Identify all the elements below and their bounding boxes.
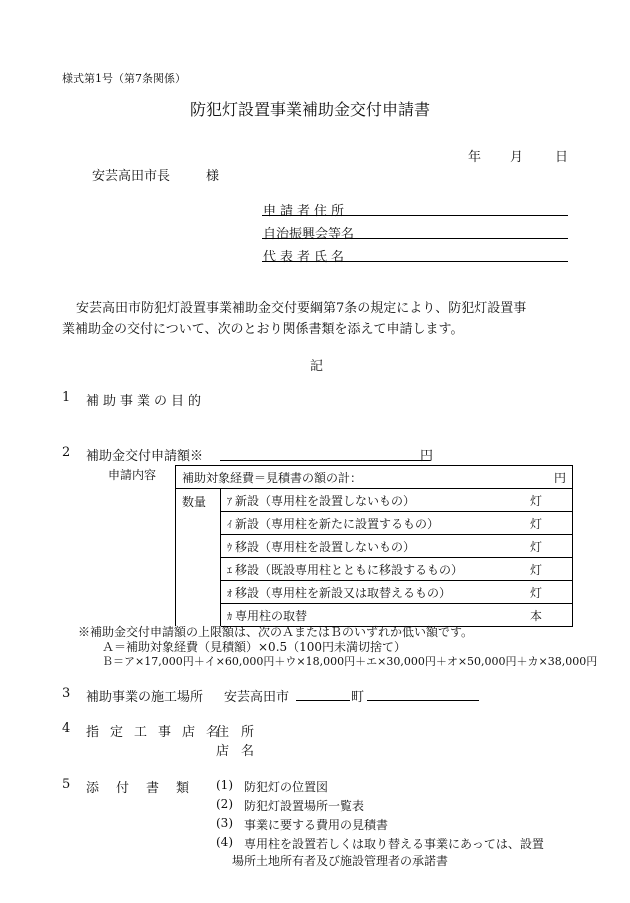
item-label: 移設（専用柱を設置しないもの） <box>235 539 416 554</box>
location-detail-field[interactable] <box>367 700 479 701</box>
cost-row <box>176 466 573 489</box>
item-unit: 灯 <box>529 585 542 600</box>
date-year: 年 <box>468 150 482 165</box>
attachment-text: 専用柱を設置若しくは取り替える事業にあっては、設置 <box>244 837 544 851</box>
item-kana: ｲ <box>227 519 232 531</box>
item-unit: 灯 <box>529 516 542 531</box>
item-label: 新設（専用柱を新たに設置するもの） <box>235 516 440 531</box>
attachment-text: 防犯灯設置場所一覧表 <box>244 799 365 813</box>
addressee-honorific: 様 <box>206 169 220 184</box>
section3-town: 町 <box>351 690 365 705</box>
item-label: 移設（既設専用柱とともに移設するもの） <box>235 562 464 577</box>
attachment-no: (3) <box>216 816 233 830</box>
attachment-no: (4) <box>216 835 233 849</box>
section5-number: 5 <box>62 777 71 792</box>
table-row[interactable] <box>176 558 573 581</box>
item-unit: 灯 <box>529 493 542 508</box>
item-kana: ｶ <box>227 611 232 623</box>
application-amount-field[interactable] <box>220 460 430 461</box>
section3-number: 3 <box>62 686 71 701</box>
item-unit: 灯 <box>529 539 542 554</box>
item-label: 専用柱の取替 <box>235 608 308 623</box>
item-kana: ｴ <box>227 565 232 577</box>
applicant-rep-label: 代表者氏名 <box>263 250 349 265</box>
table-row[interactable] <box>176 489 573 512</box>
item-kana: ｱ <box>227 496 232 508</box>
section2-label: 補助金交付申請額※ <box>86 449 204 464</box>
section4-shop-label: 店名 <box>216 744 267 759</box>
attachment-text-cont: 場所土地所有者及び施設管理者の承諾書 <box>232 854 449 868</box>
section4-label: 指定工事店名 <box>86 725 231 740</box>
table-row[interactable] <box>176 512 573 535</box>
cost-label: 補助対象経費＝見積書の額の計： <box>182 470 363 485</box>
section2-number: 2 <box>62 445 71 460</box>
addressee-name: 安芸高田市長 <box>92 169 171 184</box>
attachment-text: 事業に要する費用の見積書 <box>244 818 389 832</box>
applicant-rep-field[interactable] <box>262 261 568 262</box>
item-kana: ｵ <box>227 588 232 600</box>
location-district-field[interactable] <box>296 700 350 701</box>
cost-unit: 円 <box>553 470 566 485</box>
section4-address-label: 住所 <box>216 725 267 740</box>
qty-label: 数量 <box>182 495 207 509</box>
applicant-address-label: 申請者住所 <box>263 204 349 219</box>
applicant-org-label: 自治振興会等名 <box>263 227 355 242</box>
table-row[interactable] <box>176 581 573 604</box>
note-3: Ｂ＝ア×17,000円＋イ×60,000円＋ウ×18,000円＋エ×30,000円＋オ×50,000円＋カ×38,000円 <box>102 655 598 668</box>
form-number: 様式第1号（第7条関係） <box>62 72 186 85</box>
attachment-text: 防犯灯の位置図 <box>244 780 329 794</box>
applicant-address-field[interactable] <box>262 215 568 216</box>
section3-city: 安芸高田市 <box>224 690 290 705</box>
section5-label: 添付書類 <box>86 781 207 796</box>
section4-number: 4 <box>62 721 71 736</box>
section3-label: 補助事業の施工場所 <box>86 690 204 705</box>
item-unit: 本 <box>529 608 542 623</box>
content-table <box>175 465 573 627</box>
note-2: Ａ＝補助対象経費（見積額）×0.5（100円未満切捨て） <box>102 640 407 654</box>
page-title: 防犯灯設置事業補助金交付申請書 <box>190 100 431 119</box>
section1-label: 補助事業の目的 <box>86 394 206 409</box>
section1-number: 1 <box>62 390 71 405</box>
attachment-no: (2) <box>216 797 233 811</box>
date-month: 月 <box>510 150 524 165</box>
item-label: 新設（専用柱を設置しないもの） <box>235 493 416 508</box>
intro-line-1: 安芸高田市防犯灯設置事業補助金交付要綱第7条の規定により、防犯灯設置事 <box>76 301 527 316</box>
date-day: 日 <box>555 150 569 165</box>
content-label: 申請内容 <box>108 468 157 482</box>
ki-heading: 記 <box>310 359 324 374</box>
attachment-no: (1) <box>216 778 233 792</box>
table-row[interactable] <box>176 535 573 558</box>
note-1: ※補助金交付申請額の上限額は、次のＡまたはＢのいずれか低い額です。 <box>78 625 474 639</box>
intro-line-2: 業補助金の交付について、次のとおり関係書類を添えて申請します。 <box>62 322 464 337</box>
amount-unit: 円 <box>420 449 434 464</box>
item-label: 移設（専用柱を新設又は取替えるもの） <box>235 585 452 600</box>
item-kana: ｳ <box>227 542 232 554</box>
item-unit: 灯 <box>529 562 542 577</box>
applicant-org-field[interactable] <box>262 238 568 239</box>
